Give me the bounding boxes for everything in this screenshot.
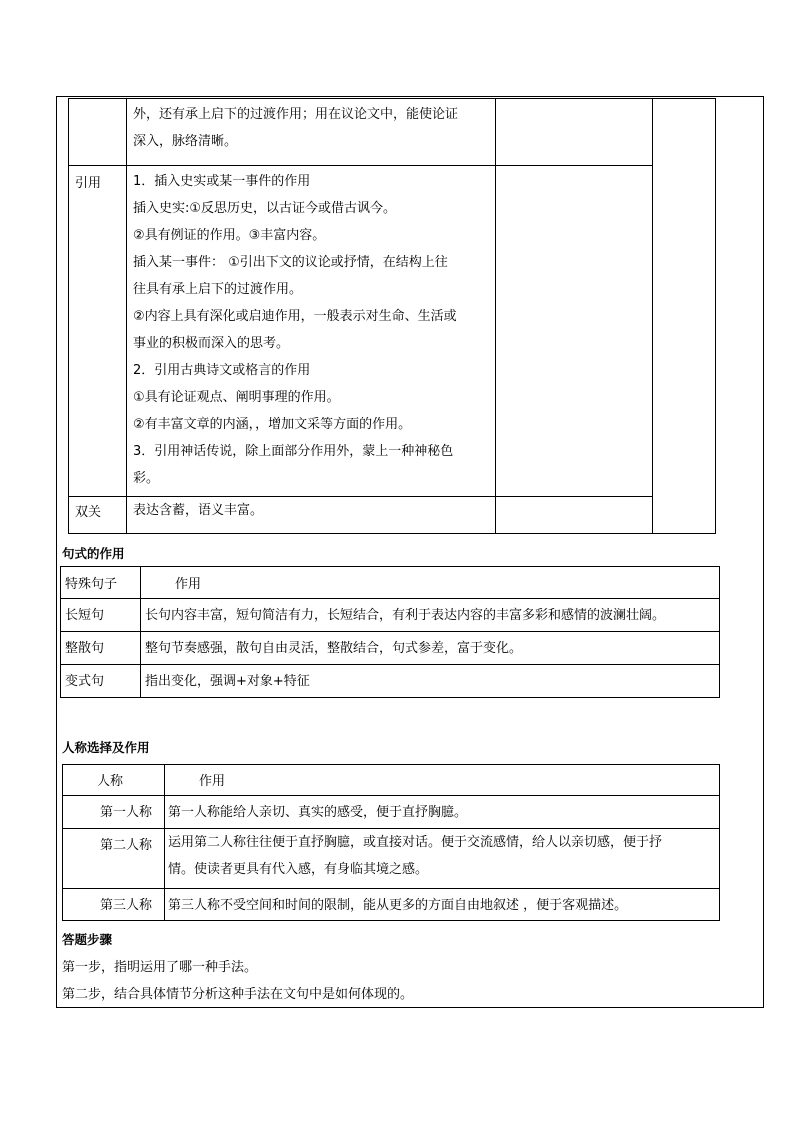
technique-cell: 引用 [69, 166, 127, 497]
table-row [61, 665, 720, 698]
description-cell [127, 99, 496, 166]
answer-step: 第二步，结合具体情节分析这种手法在文句中是如何体现的。 [62, 987, 414, 1002]
table-row [63, 889, 720, 921]
header-cell: 特殊句子 [61, 567, 141, 599]
technique-cell [69, 99, 127, 166]
person-effect-line: 第三人称不受空间和时间的限制，能从更多的方面自由地叙述 ，便于客观描述。 [168, 898, 628, 913]
description-line: 3．引用神话传说，除上面部分作用外，蒙上一种神秘色 [133, 444, 454, 459]
empty-cell [496, 166, 653, 497]
description-cell [127, 166, 496, 497]
header-cell: 作用 [165, 765, 720, 796]
header-cell: 作用 [141, 567, 720, 599]
table-header-row [61, 567, 720, 599]
sentence-type-cell: 长短句 [61, 599, 141, 632]
description-line: ②内容上具有深化或启迪作用，一般表示对生命、生活或 [133, 309, 457, 324]
person-cell: 第一人称 [63, 796, 165, 829]
sentence-effect-cell: 整句节奏感强，散句自由灵活，整散结合，句式参差，富于变化。 [141, 632, 720, 665]
description-cell [127, 497, 496, 534]
person-effect-line: 第一人称能给人亲切、真实的感受，便于直抒胸臆。 [168, 805, 468, 820]
table-row [63, 829, 720, 889]
description-line: 往具有承上启下的过渡作用。 [133, 282, 303, 297]
person-effect-cell [165, 796, 720, 829]
table-header-row [63, 765, 720, 796]
sentence-type-cell: 整散句 [61, 632, 141, 665]
sentence-effect-cell: 长句内容丰富，短句简洁有力，长短结合，有利于表达内容的丰富多彩和感情的波澜壮阔。 [141, 599, 720, 632]
header-cell: 人称 [63, 765, 165, 796]
table-row [69, 166, 716, 497]
description-line: 2．引用古典诗文或格言的作用 [133, 363, 311, 378]
description-line: 事业的积极而深入的思考。 [133, 336, 290, 351]
description-line: 深入，脉络清晰。 [133, 134, 238, 149]
table-row [69, 99, 716, 166]
description-line: 外，还有承上启下的过渡作用；用在议论文中，能使论证 [133, 107, 459, 122]
section-heading-steps: 答题步骤 [62, 932, 113, 947]
person-effect-cell [165, 889, 720, 921]
person-cell: 第三人称 [63, 889, 165, 921]
technique-cell: 双关 [69, 497, 127, 534]
person-cell: 第二人称 [63, 829, 165, 889]
table-row [69, 497, 716, 534]
person-effect-line: 情。使读者更具有代入感，有身临其境之感。 [168, 862, 429, 877]
description-line: 插入某一事件： ①引出下文的议论或抒情，在结构上往 [133, 255, 448, 270]
description-line: 1．插入史实或某一事件的作用 [133, 174, 311, 189]
sentence-type-cell: 变式句 [61, 665, 141, 698]
description-line: 彩。 [133, 471, 160, 486]
description-line: 表达含蓄，语义丰富。 [133, 503, 264, 518]
empty-cell [496, 497, 653, 534]
person-effect-line: 运用第二人称往往便于直抒胸臆，或直接对话。便于交流感情，给人以亲切感，便于抒 [168, 835, 663, 850]
sentence-table [60, 566, 720, 698]
table-row [61, 632, 720, 665]
empty-cell [496, 99, 653, 166]
person-effect-cell [165, 829, 720, 889]
description-line: ②具有例证的作用。③丰富内容。 [133, 228, 326, 243]
technique-table [68, 98, 716, 534]
description-line: ②有丰富文章的内涵，，增加文采等方面的作用。 [133, 417, 412, 432]
table-row [61, 599, 720, 632]
person-table [62, 764, 720, 921]
answer-step: 第一步，指明运用了哪一种手法。 [62, 960, 258, 975]
section-heading-sentence: 句式的作用 [62, 546, 125, 561]
description-line: ①具有论证观点、阐明事理的作用。 [133, 390, 340, 405]
table-row [63, 796, 720, 829]
empty-side-cell [653, 99, 716, 534]
section-heading-person: 人称选择及作用 [62, 740, 150, 755]
sentence-effect-cell: 指出变化，强调+对象+特征 [141, 665, 720, 698]
description-line: 插入史实:①反思历史，以古证今或借古讽今。 [133, 201, 397, 216]
